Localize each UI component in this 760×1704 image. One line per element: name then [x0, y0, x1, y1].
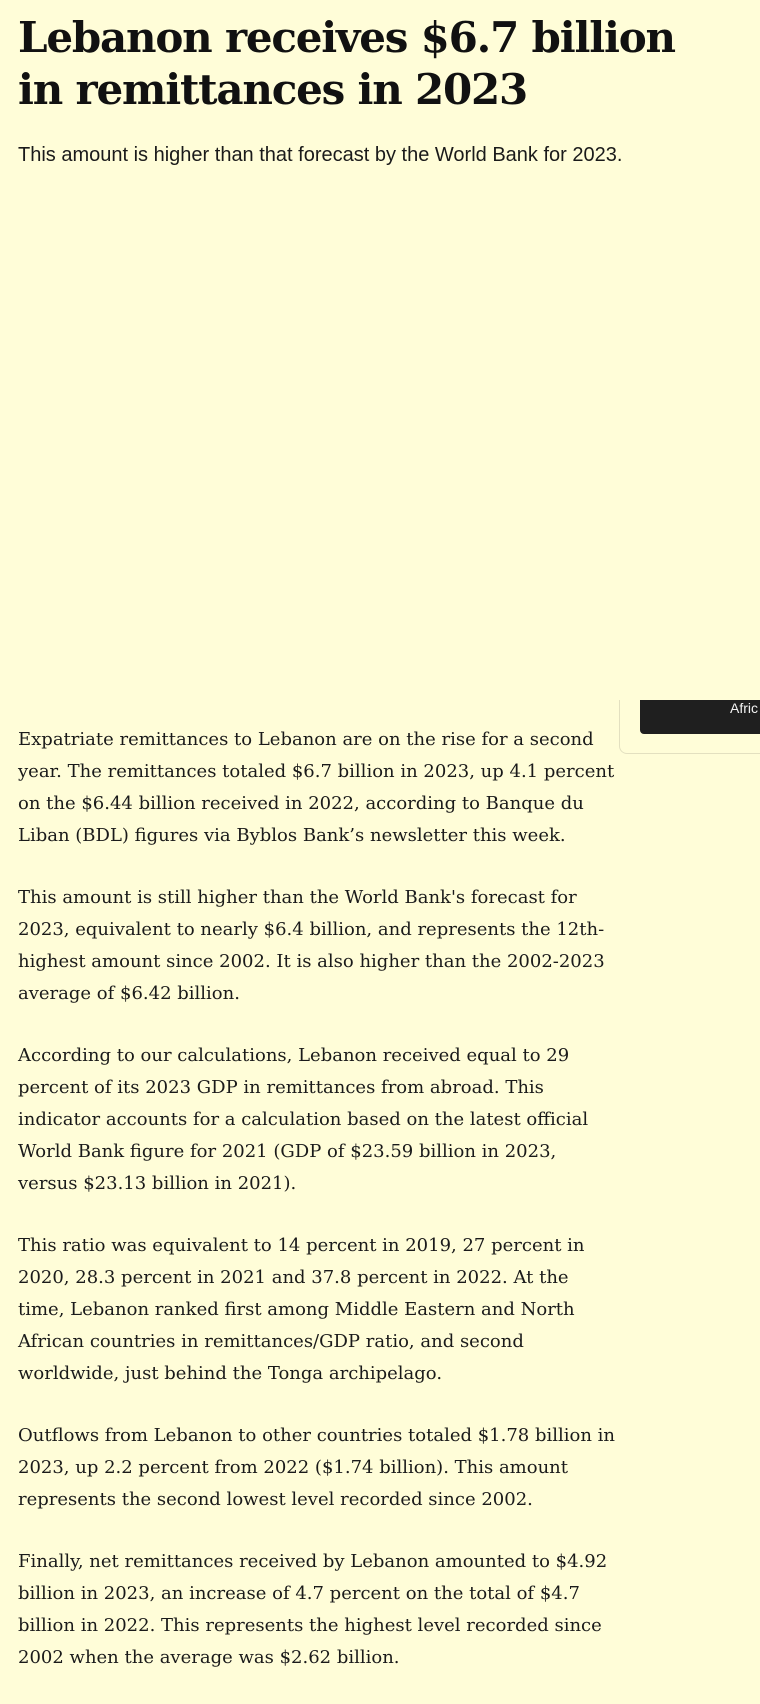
article-body [18, 724, 618, 1704]
article-paragraph: This amount is still higher than the World Bank's forecast for 2023, equivalent to nearly $6.4 billion, and represents the 12th-highest amount since 2002. It is also higher than the 2002-2023 average of $6.42 billion. [18, 887, 605, 1004]
article-paragraph: Outflows from Lebanon to other countries totaled $1.78 billion in 2023, up 2.2 percent from 2022 ($1.74 billion). This amount represents the second lowest level recorded since 2002. [18, 1425, 616, 1510]
article-paragraph: According to our calculations, Lebanon received equal to 29 percent of its 2023 GDP in remittances from abroad. This indicator accounts for a calculation based on the latest official World Bank figure for 2021 (GDP of $23.59 billion in 2023, versus $23.13 billion in 2021). [18, 1045, 589, 1194]
article-title: Lebanon receives $6.7 billion in remittances in 2023 [18, 13, 675, 114]
article-paragraph: Expatriate remittances to Lebanon are on the rise for a second year. The remittances totaled $6.7 billion in 2023, up 4.1 percent on the $6.44 billion received in 2022, according to Banque du Liban (BDL) figures via Byblos Bank’s newsletter this week. [18, 729, 615, 846]
sidebar-button[interactable]: Afric [640, 700, 760, 734]
article-subtitle: This amount is higher than that forecast by the World Bank for 2023. [18, 144, 623, 166]
sidebar-card [619, 700, 760, 754]
article-paragraph: Finally, net remittances received by Lebanon amounted to $4.92 billion in 2023, an increase of 4.7 percent on the total of $4.7 billion in 2022. This represents the highest level recorded since 2002 when the average was $2.62 billion. [18, 1551, 608, 1668]
article-paragraph: This ratio was equivalent to 14 percent in 2019, 27 percent in 2020, 28.3 percent in 2021 and 37.8 percent in 2022. At the time, Lebanon ranked first among Middle Eastern and North African countries in remittances/GDP ratio, and second worldwide, just behind the Tonga archipelago. [18, 1235, 585, 1384]
